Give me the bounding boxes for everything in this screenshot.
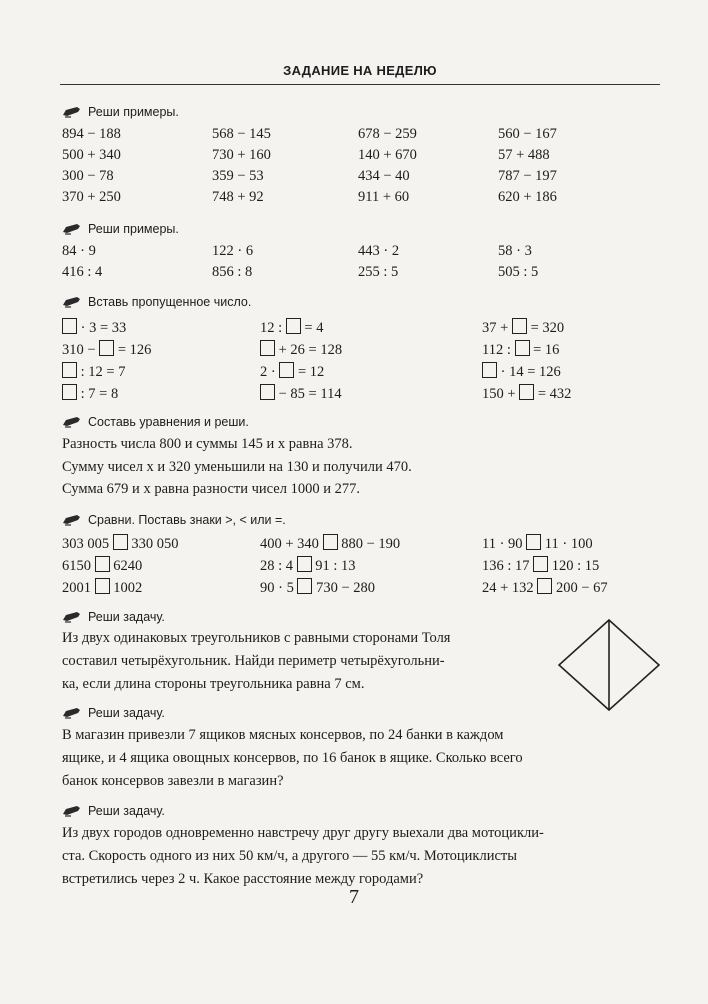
quadrilateral-figure [556, 618, 662, 712]
expr-part: 112 : [482, 342, 515, 358]
fill-in-example [482, 318, 564, 337]
task-heading [62, 414, 249, 430]
compare-left: 2001 [62, 580, 95, 596]
answer-box[interactable] [95, 578, 110, 594]
expr-part: · 3 = 33 [77, 320, 127, 336]
expr-part: = 320 [526, 320, 565, 336]
pencil-icon [62, 707, 82, 719]
answer-box[interactable] [519, 384, 534, 400]
answer-box[interactable] [279, 362, 294, 378]
compare-example [482, 534, 593, 553]
task-heading-text: Реши задачу. [88, 706, 165, 720]
compare-left: 136 : 17 [482, 558, 534, 574]
answer-box[interactable] [512, 318, 527, 334]
compare-right: 91 : 13 [311, 558, 356, 574]
example: 359 − 53 [212, 168, 264, 184]
header-divider [60, 84, 660, 85]
compare-left: 6150 [62, 558, 95, 574]
compare-right: 330 050 [127, 536, 179, 552]
pencil-icon [62, 106, 82, 118]
fill-in-example [62, 340, 151, 359]
paragraph-line: Из двух городов одновременно навстречу друг другу выехали два мотоцикли- [62, 825, 544, 841]
answer-box[interactable] [526, 534, 541, 550]
fill-in-example [260, 318, 323, 337]
expr-part: = 126 [114, 342, 152, 358]
task-heading-text: Реши задачу. [88, 804, 165, 818]
task-heading [62, 609, 165, 625]
fill-in-example [62, 384, 118, 403]
expr-part: 37 + [482, 320, 512, 336]
answer-box[interactable] [62, 362, 77, 378]
compare-example [260, 556, 356, 575]
task-heading [62, 221, 179, 237]
task-heading-text: Сравни. Поставь знаки >, < или =. [88, 513, 286, 527]
expr-part: · 14 = 126 [497, 364, 561, 380]
fill-in-example [260, 362, 324, 381]
task-heading [62, 803, 165, 819]
compare-right: 730 − 280 [312, 580, 376, 596]
example: 255 : 5 [358, 264, 399, 280]
expr-part: = 4 [300, 320, 324, 336]
compare-right: 120 : 15 [548, 558, 600, 574]
paragraph-line: банок консервов завезли в магазин? [62, 773, 284, 789]
pencil-icon [62, 514, 82, 526]
answer-box[interactable] [113, 534, 128, 550]
pencil-icon [62, 416, 82, 428]
example: 57 + 488 [498, 147, 550, 163]
answer-box[interactable] [260, 384, 275, 400]
answer-box[interactable] [260, 340, 275, 356]
example: 748 + 92 [212, 189, 264, 205]
example: 140 + 670 [358, 147, 417, 163]
example: 568 − 145 [212, 126, 271, 142]
answer-box[interactable] [323, 534, 338, 550]
fill-in-example [482, 384, 571, 403]
expr-part: = 12 [294, 364, 325, 380]
example: 443 · 2 [358, 243, 400, 259]
fill-in-example [482, 362, 561, 381]
task-heading [62, 705, 165, 721]
expr-part: = 16 [529, 342, 560, 358]
example: 505 : 5 [498, 264, 539, 280]
task-heading-text: Реши примеры. [88, 222, 179, 236]
example: 856 : 8 [212, 264, 253, 280]
example: 500 + 340 [62, 147, 121, 163]
expr-part: + 26 = 128 [275, 342, 343, 358]
compare-left: 28 : 4 [260, 558, 297, 574]
compare-right: 1002 [109, 580, 143, 596]
answer-box[interactable] [482, 362, 497, 378]
pencil-icon [62, 611, 82, 623]
compare-example [260, 534, 400, 553]
expr-part: 12 : [260, 320, 286, 336]
task-heading [62, 104, 179, 120]
task-heading [62, 512, 286, 528]
answer-box[interactable] [533, 556, 548, 572]
fill-in-example [482, 340, 559, 359]
paragraph-line: Сумму чисел x и 320 уменьшили на 130 и получили 470. [62, 459, 412, 475]
answer-box[interactable] [537, 578, 552, 594]
compare-right: 6240 [109, 558, 143, 574]
expr-part: − 85 = 114 [275, 386, 342, 402]
paragraph-line: встретились через 2 ч. Какое расстояние между городами? [62, 871, 424, 887]
task-heading-text: Вставь пропущенное число. [88, 295, 252, 309]
paragraph-line: Из двух одинаковых треугольников с равными сторонами Толя [62, 630, 451, 646]
example: 620 + 186 [498, 189, 557, 205]
page-number: 7 [349, 886, 359, 908]
pencil-icon [62, 805, 82, 817]
expr-part: : 12 = 7 [77, 364, 126, 380]
answer-box[interactable] [62, 318, 77, 334]
expr-part: 310 − [62, 342, 100, 358]
answer-box[interactable] [297, 556, 312, 572]
compare-example [260, 578, 375, 597]
example: 300 − 78 [62, 168, 114, 184]
example: 434 − 40 [358, 168, 410, 184]
example: 122 · 6 [212, 243, 254, 259]
compare-left: 90 · 5 [260, 580, 298, 596]
expr-part: 2 · [260, 364, 280, 380]
compare-example [62, 556, 142, 575]
paragraph-line: ка, если длина стороны треугольника равна 7 см. [62, 676, 365, 692]
answer-box[interactable] [95, 556, 110, 572]
fill-in-example [260, 384, 342, 403]
answer-box[interactable] [62, 384, 77, 400]
example: 911 + 60 [358, 189, 410, 205]
compare-example [62, 578, 142, 597]
example: 730 + 160 [212, 147, 271, 163]
pencil-icon [62, 296, 82, 308]
task-heading [62, 294, 251, 310]
answer-box[interactable] [515, 340, 530, 356]
paragraph-line: В магазин привезли 7 ящиков мясных консервов, по 24 банки в каждом [62, 727, 504, 743]
expr-part: 150 + [482, 386, 520, 402]
example: 560 − 167 [498, 126, 557, 142]
compare-left: 24 + 132 [482, 580, 538, 596]
task-heading-text: Реши примеры. [88, 105, 179, 119]
answer-box[interactable] [297, 578, 312, 594]
compare-right: 200 − 67 [552, 580, 608, 596]
example: 894 − 188 [62, 126, 121, 142]
answer-box[interactable] [99, 340, 114, 356]
expr-part: = 432 [534, 386, 572, 402]
example: 84 · 9 [62, 243, 96, 259]
compare-example [482, 578, 608, 597]
page-title: ЗАДАНИЕ НА НЕДЕЛЮ [283, 63, 437, 78]
example: 416 : 4 [62, 264, 103, 280]
fill-in-example [260, 340, 342, 359]
example: 678 − 259 [358, 126, 417, 142]
fill-in-example [62, 362, 125, 381]
compare-left: 400 + 340 [260, 536, 323, 552]
compare-example [62, 534, 179, 553]
paragraph-line: ящике, и 4 ящика овощных консервов, по 16 банок в ящике. Сколько всего [62, 750, 523, 766]
paragraph-line: Сумма 679 и x равна разности чисел 1000 и 277. [62, 481, 360, 497]
answer-box[interactable] [286, 318, 301, 334]
compare-right: 880 − 190 [337, 536, 401, 552]
compare-right: 11 · 100 [541, 536, 593, 552]
example: 58 · 3 [498, 243, 532, 259]
paragraph-line: ста. Скорость одного из них 50 км/ч, а другого — 55 км/ч. Мотоциклисты [62, 848, 517, 864]
fill-in-example [62, 318, 126, 337]
expr-part: : 7 = 8 [77, 386, 119, 402]
task-heading-text: Реши задачу. [88, 610, 165, 624]
example: 370 + 250 [62, 189, 121, 205]
compare-example [482, 556, 599, 575]
example: 787 − 197 [498, 168, 557, 184]
task-heading-text: Составь уравнения и реши. [88, 415, 249, 429]
paragraph-line: составил четырёхугольник. Найди периметр четырёхугольни- [62, 653, 445, 669]
pencil-icon [62, 223, 82, 235]
compare-left: 11 · 90 [482, 536, 527, 552]
compare-left: 303 005 [62, 536, 113, 552]
paragraph-line: Разность числа 800 и суммы 145 и x равна 378. [62, 436, 353, 452]
